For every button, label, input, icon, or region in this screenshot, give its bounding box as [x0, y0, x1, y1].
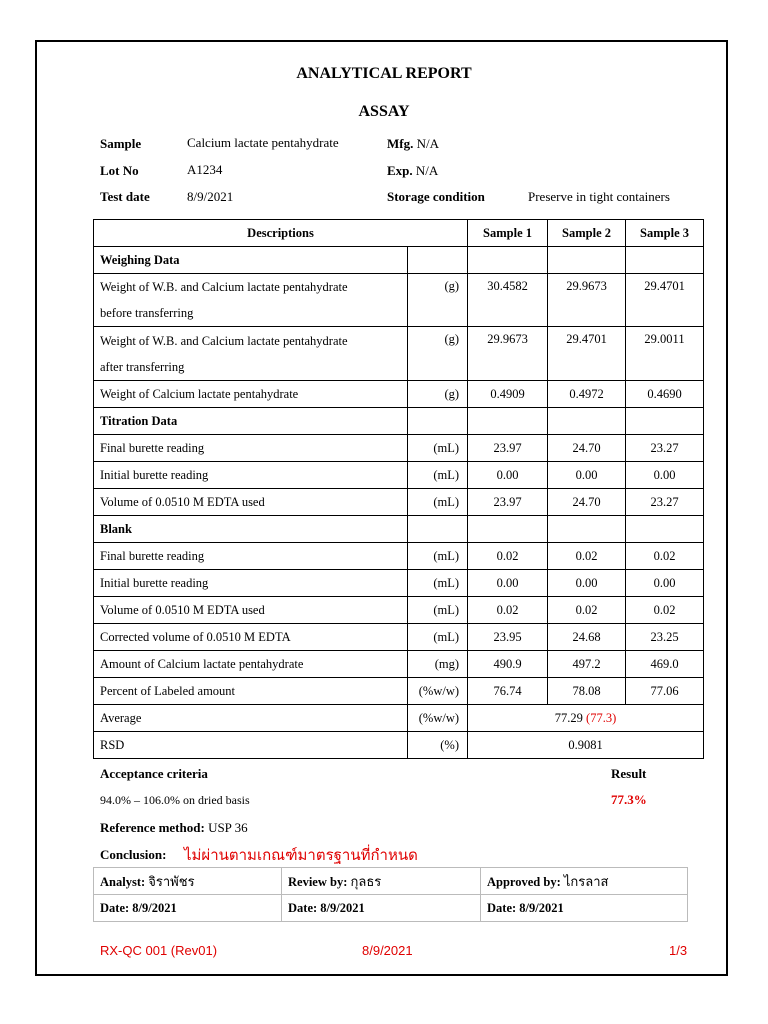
- cell-value: 0.02: [548, 597, 626, 624]
- table-row: [94, 435, 704, 462]
- approved-label: Approved by:: [487, 874, 561, 889]
- cell-value: 23.97: [468, 435, 548, 462]
- row-unit: (mL): [408, 570, 468, 597]
- row-desc: Initial burette reading: [94, 570, 408, 597]
- header-descriptions: Descriptions: [94, 220, 468, 247]
- cell-value: 24.68: [548, 624, 626, 651]
- date-value: 8/9/2021: [519, 900, 564, 915]
- section-row: [94, 408, 704, 435]
- date-row: [94, 895, 688, 922]
- cell-value: 0.4972: [548, 381, 626, 408]
- row-desc: Volume of 0.0510 M EDTA used: [94, 597, 408, 624]
- table-row: [94, 624, 704, 651]
- section-blank: Blank: [94, 516, 408, 543]
- date-label: Date:: [100, 900, 130, 915]
- cell-value: 497.2: [548, 651, 626, 678]
- row-desc: Volume of 0.0510 M EDTA used: [94, 489, 408, 516]
- approved-cell: [481, 868, 688, 895]
- mfg-field: [387, 136, 439, 152]
- table-row: [94, 327, 704, 381]
- cell-value: 23.27: [626, 435, 704, 462]
- cell-value: 0.00: [626, 462, 704, 489]
- cell-value: 29.9673: [468, 327, 548, 381]
- header-sample-1: Sample 1: [468, 220, 548, 247]
- average-value: 77.29: [554, 710, 583, 725]
- row-unit: (g): [408, 274, 468, 327]
- sample-label: Sample: [100, 136, 142, 151]
- cell-value: 0.4690: [626, 381, 704, 408]
- review-label: Review by:: [288, 874, 348, 889]
- footer-page-number: 1/3: [669, 943, 688, 958]
- row-desc: Percent of Labeled amount: [94, 678, 408, 705]
- reference-label: Reference method:: [100, 820, 205, 835]
- row-desc: Amount of Calcium lactate pentahydrate: [94, 651, 408, 678]
- section-weighing: Weighing Data: [94, 247, 408, 274]
- row-unit: (%w/w): [408, 678, 468, 705]
- cell-value: 23.27: [626, 489, 704, 516]
- footer-doc-code: RX-QC 001 (Rev01): [100, 943, 218, 958]
- cell-value: 469.0: [626, 651, 704, 678]
- average-row: [94, 705, 704, 732]
- header-sample-2: Sample 2: [548, 220, 626, 247]
- section-row: [94, 247, 704, 274]
- storage-value: Preserve in tight containers: [528, 189, 670, 204]
- mfg-value: N/A: [416, 136, 439, 151]
- rsd-value: 0.9081: [468, 732, 704, 759]
- cell-value: 24.70: [548, 489, 626, 516]
- review-name: กุลธร: [350, 874, 382, 890]
- cell-value: 76.74: [468, 678, 548, 705]
- table-row: [94, 274, 704, 327]
- cell-value: 78.08: [548, 678, 626, 705]
- conclusion-label: Conclusion:: [100, 847, 167, 862]
- lot-value: A1234: [187, 162, 223, 177]
- row-unit: (g): [408, 381, 468, 408]
- approved-name: ไกรลาส: [563, 874, 609, 890]
- date-label: Date:: [487, 900, 517, 915]
- cell-value: 0.02: [468, 543, 548, 570]
- row-desc: Final burette reading: [94, 435, 408, 462]
- storage-label: Storage condition: [387, 189, 485, 204]
- table-header-row: [94, 220, 704, 247]
- row-desc: Weight of Calcium lactate pentahydrate: [94, 381, 408, 408]
- row-unit: (mL): [408, 543, 468, 570]
- date-value: 8/9/2021: [132, 900, 177, 915]
- conclusion-value: ไม่ผ่านตามเกณฑ์มาตรฐานที่กำหนด: [184, 846, 418, 864]
- report-title: ANALYTICAL REPORT: [296, 65, 472, 82]
- table-row: [94, 678, 704, 705]
- exp-label: Exp.: [387, 163, 413, 178]
- section-titration: Titration Data: [94, 408, 408, 435]
- cell-value: 30.4582: [468, 274, 548, 327]
- row-unit: (mg): [408, 651, 468, 678]
- table-row: [94, 651, 704, 678]
- average-value-cell: [468, 705, 704, 732]
- analyst-label: Analyst:: [100, 874, 146, 889]
- average-rounded: (77.3): [586, 710, 617, 725]
- report-subtitle: ASSAY: [358, 103, 410, 120]
- date-cell: [94, 895, 282, 922]
- acceptance-label: Acceptance criteria: [100, 766, 208, 781]
- rsd-row: [94, 732, 704, 759]
- table-row: [94, 543, 704, 570]
- cell-value: 23.95: [468, 624, 548, 651]
- row-desc: Initial burette reading: [94, 462, 408, 489]
- signature-row: [94, 868, 688, 895]
- row-desc: Final burette reading: [94, 543, 408, 570]
- cell-value: 490.9: [468, 651, 548, 678]
- review-cell: [282, 868, 481, 895]
- cell-value: 29.9673: [548, 274, 626, 327]
- exp-field: [387, 163, 438, 179]
- analyst-name: จิราพัชร: [148, 874, 195, 890]
- row-desc: Corrected volume of 0.0510 M EDTA: [94, 624, 408, 651]
- row-unit: (%): [408, 732, 468, 759]
- acceptance-value: 94.0% – 106.0% on dried basis: [100, 793, 250, 807]
- signature-table: [93, 867, 688, 922]
- section-row: [94, 516, 704, 543]
- mfg-label: Mfg.: [387, 136, 414, 151]
- assay-table: [93, 219, 704, 759]
- result-value: 77.3%: [611, 792, 647, 807]
- row-unit: (mL): [408, 489, 468, 516]
- sample-value: Calcium lactate pentahydrate: [187, 135, 339, 150]
- cell-value: 0.00: [548, 462, 626, 489]
- cell-value: 29.4701: [626, 274, 704, 327]
- header-sample-3: Sample 3: [626, 220, 704, 247]
- date-cell: [282, 895, 481, 922]
- cell-value: 24.70: [548, 435, 626, 462]
- lot-label: Lot No: [100, 163, 139, 178]
- row-desc: Weight of W.B. and Calcium lactate pentahydrate after transferring: [94, 327, 408, 381]
- date-cell: [481, 895, 688, 922]
- result-label: Result: [611, 766, 647, 781]
- table-row: [94, 381, 704, 408]
- cell-value: 0.02: [548, 543, 626, 570]
- date-value: 8/9/2021: [320, 900, 365, 915]
- cell-value: 0.00: [468, 462, 548, 489]
- testdate-label: Test date: [100, 189, 150, 204]
- row-desc: Weight of W.B. and Calcium lactate pentahydrate before transferring: [94, 274, 408, 327]
- table-row: [94, 489, 704, 516]
- footer-date: 8/9/2021: [362, 943, 413, 958]
- cell-value: 0.4909: [468, 381, 548, 408]
- row-unit: (%w/w): [408, 705, 468, 732]
- row-unit: (g): [408, 327, 468, 381]
- reference-method: [100, 820, 248, 836]
- cell-value: 77.06: [626, 678, 704, 705]
- analyst-cell: [94, 868, 282, 895]
- cell-value: 29.0011: [626, 327, 704, 381]
- table-row: [94, 462, 704, 489]
- cell-value: 0.00: [626, 570, 704, 597]
- row-desc: Average: [94, 705, 408, 732]
- row-unit: (mL): [408, 435, 468, 462]
- row-unit: (mL): [408, 597, 468, 624]
- cell-value: 23.97: [468, 489, 548, 516]
- testdate-value: 8/9/2021: [187, 189, 234, 204]
- exp-value: N/A: [415, 163, 439, 178]
- cell-value: 0.00: [548, 570, 626, 597]
- cell-value: 23.25: [626, 624, 704, 651]
- cell-value: 0.00: [468, 570, 548, 597]
- cell-value: 0.02: [626, 597, 704, 624]
- table-row: [94, 570, 704, 597]
- cell-value: 0.02: [626, 543, 704, 570]
- reference-value: USP 36: [208, 820, 248, 835]
- date-label: Date:: [288, 900, 318, 915]
- table-row: [94, 597, 704, 624]
- cell-value: 0.02: [468, 597, 548, 624]
- row-unit: (mL): [408, 462, 468, 489]
- row-desc: RSD: [94, 732, 408, 759]
- row-unit: (mL): [408, 624, 468, 651]
- cell-value: 29.4701: [548, 327, 626, 381]
